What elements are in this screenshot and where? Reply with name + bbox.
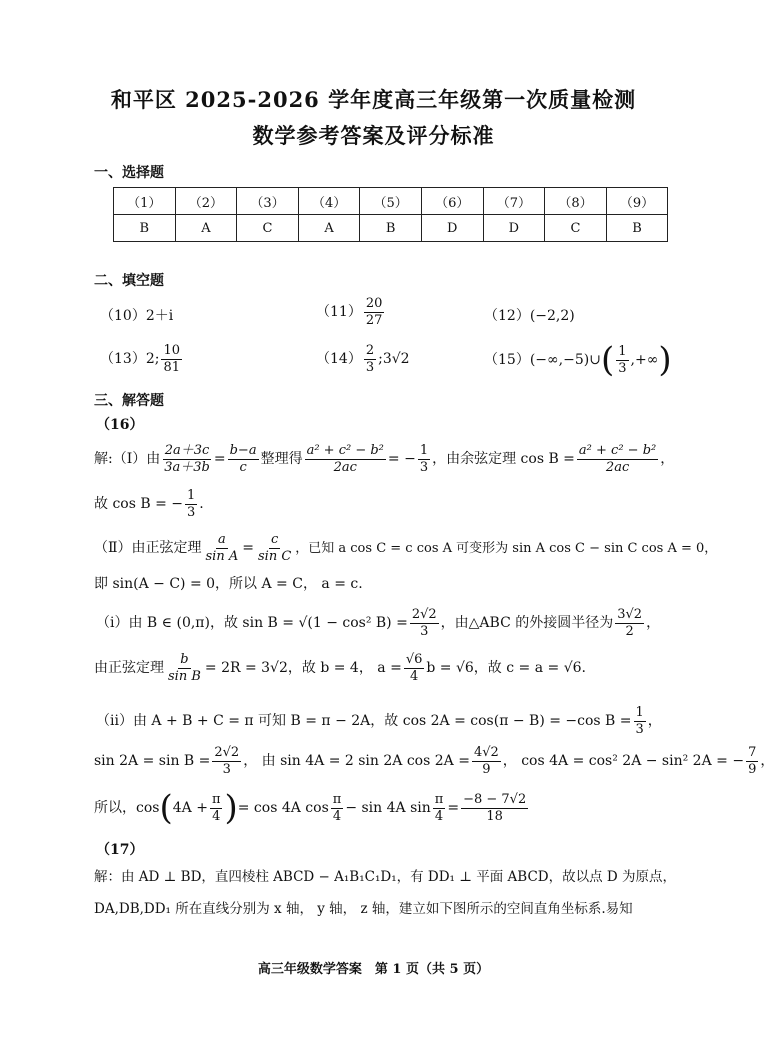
denominator: 9 [482,761,491,777]
question-number: （7） [483,188,545,215]
q14-label: （14） [316,351,362,368]
q10-label: （10） [100,308,146,324]
p16-line-3 [94,532,717,564]
text: 故 cos B = − [94,496,184,513]
numerator: a² + c² − b² [306,443,384,458]
q13-fraction [161,343,182,375]
fraction [166,652,203,684]
text: 即 sin(A − C) = 0，所以 A = C， a = c. [94,576,363,592]
numerator: 1 [635,705,644,720]
q11-fraction [364,296,385,328]
numerator: b [180,652,189,667]
denominator: 4 [434,808,444,824]
answer-q15 [484,340,672,380]
p16-line-6 [94,652,586,684]
q15-prefix: (−∞,−5)∪ [529,352,601,368]
text: 所以，cos [94,800,160,816]
text: （Ⅱ）由正弦定理 [94,540,202,557]
q15-numerator: 1 [618,343,627,359]
p16-line-9 [94,788,530,828]
right-paren: ) [224,788,238,828]
fraction [410,607,439,639]
page-subtitle: 数学参考答案及评分标准 [252,123,495,148]
text: ，由余弦定理 cos B = [432,451,575,468]
answer-q12 [484,305,575,325]
text: ， [646,615,661,632]
denominator: 4 [212,808,221,824]
text: = cos 4A cos [237,800,329,816]
section1-heading: 一、选择题 [94,165,164,181]
answer-cell: C [545,215,607,242]
numerator: −8 − 7√2 [463,791,527,807]
q13-label: （13） [100,351,146,368]
q12-value: (−2,2) [529,308,575,324]
numerator: a [218,532,226,547]
text: = [447,800,460,816]
question-number: （6） [421,188,483,215]
answer-cell: B [606,215,668,242]
q15-suffix: ,+∞ [630,352,659,368]
p17-line-1: 解：由 AD ⊥ BD，直四棱柱 ABCD − A₁B₁C₁D₁，有 DD₁ ⊥ 平面 ABCD，故以点 D 为原点， [94,869,677,885]
answer-q13 [100,343,184,375]
numerator: 2a＋3c [164,443,210,458]
text: （i）由 B ∈ (0,π)，故 sin B = √(1 − cos² B) = [96,615,408,632]
denominator: sin C [257,548,292,564]
problem17-label: （17） [96,842,144,858]
denominator: 2 [625,623,634,639]
question-number: （2） [175,188,237,215]
denominator: 18 [486,808,503,824]
numerator: π [434,791,444,807]
denominator: c [239,459,247,475]
text: = − [387,451,416,468]
q12-label: （12） [484,308,530,324]
fraction [577,443,658,475]
numerator: 4√2 [473,745,499,760]
q14-numerator: 2 [365,343,375,358]
answer-table-answer-row [114,215,668,242]
q13-prefix: 2; [145,351,160,368]
text: = 2R = 3√2，故 b = 4， a = [204,660,402,677]
right-paren: ) [658,340,672,380]
q15-fraction [616,344,628,376]
p16-line-7 [96,705,662,737]
text: sin 2A = sin B = [94,753,211,770]
question-number: （1） [114,188,176,215]
text: （ii）由 A + B + C = π 可知 B = π − 2A，故 cos 2A = cos(π − B) = −cos B = [96,713,632,730]
text: ， 由 sin 4A = 2 sin 2A cos 2A = [243,753,470,770]
text: ， [660,451,675,468]
text: = [242,540,254,557]
text: ， cos 4A = cos² 2A − sin² 2A = − [502,753,745,770]
numerator: 7 [748,745,757,760]
q15-label: （15） [484,352,530,368]
p16-line-2 [94,488,204,520]
left-paren: ( [600,340,615,380]
text: 解:（Ⅰ）由 [94,451,161,468]
denominator: 2ac [333,459,357,475]
denominator: 3a＋3b [164,459,210,475]
question-number: （4） [298,188,360,215]
fraction [210,792,223,824]
fraction [418,443,430,475]
denominator: 3 [419,459,429,475]
question-number: （5） [360,188,422,215]
left-paren: ( [159,788,173,828]
q10-value: 2＋i [145,308,174,324]
denominator: 4 [409,668,419,684]
numerator: 1 [419,443,429,458]
text: 整理得 [260,451,303,468]
p16-line-4 [94,573,363,593]
numerator: a² + c² − b² [578,443,657,458]
q14-denominator: 3 [365,359,375,375]
numerator: b−a [229,443,257,458]
p17-line-2: DA,DB,DD₁ 所在直线分别为 x 轴， y 轴， z 轴，建立如下图所示的空间直角坐标系.易知 [94,901,633,917]
q11-denominator: 27 [365,312,383,328]
fraction [331,792,344,824]
problem16-label: （16） [96,417,144,433]
answer-q14 [316,343,410,375]
text: ，由△ABC 的外接圆半径为 [440,615,614,632]
text: ，已知 a cos C = c cos A 可变形为 sin A cos C − sin C cos A = 0， [295,541,718,557]
numerator: 3√2 [617,607,643,622]
denominator: sin B [168,668,201,684]
fraction [204,532,241,564]
q13-numerator: 10 [163,343,180,358]
q11-label: （11） [316,304,362,321]
numerator: √6 [405,652,423,667]
fraction [634,705,646,737]
denominator: 4 [332,808,342,824]
answer-table-header-row [114,188,668,215]
page-footer: 高三年级数学答案 第 1 页（共 5 页） [257,962,490,977]
section2-heading: 二、填空题 [94,273,164,289]
fraction [433,792,446,824]
numerator: π [211,791,221,807]
answer-cell: C [237,215,299,242]
answer-table [113,187,668,242]
text: ， [647,713,662,730]
answer-cell: D [483,215,545,242]
fraction [746,745,758,777]
q11-numerator: 20 [365,296,383,311]
denominator: 2ac [605,459,630,475]
text: 由正弦定理 [94,660,164,677]
page-title: 和平区 2025-2026 学年度高三年级第一次质量检测 [110,87,637,112]
answer-cell: B [360,215,422,242]
p16-line-5 [96,607,660,639]
fraction [212,745,241,777]
fraction [461,792,528,824]
fraction [185,488,197,520]
fraction [162,443,212,475]
answer-cell: A [298,215,360,242]
section3-heading: 三、解答题 [94,393,164,409]
q13-denominator: 81 [163,359,180,375]
denominator: 3 [222,761,231,777]
fraction [472,745,501,777]
answer-q11 [316,296,386,328]
denominator: 3 [187,504,196,520]
text: ， [760,753,774,770]
q14-fraction [364,343,376,375]
numerator: 1 [187,488,196,503]
fraction [305,443,386,475]
denominator: 3 [635,721,644,737]
question-number: （9） [606,188,668,215]
answer-q10 [100,305,173,325]
fraction [404,652,425,684]
q15-denominator: 3 [618,360,627,376]
denominator: sin A [205,548,239,564]
numerator: π [332,791,342,807]
answer-cell: D [421,215,483,242]
numerator: 2√2 [411,607,437,622]
text: = [213,451,226,468]
text: b = √6，故 c = a = √6. [426,660,586,677]
numerator: 2√2 [214,745,240,760]
p16-line-1 [94,443,674,475]
question-number: （3） [237,188,299,215]
fraction [228,443,259,475]
fraction [256,532,293,564]
answer-cell: B [114,215,176,242]
answer-cell: A [175,215,237,242]
p16-line-8 [94,745,774,777]
text: . [199,496,204,513]
denominator: 9 [748,761,757,777]
q14-suffix: ;3√2 [378,351,410,368]
numerator: c [270,532,279,547]
text: − sin 4A sin [345,800,431,816]
text: 4A + [172,800,208,816]
denominator: 3 [420,623,429,639]
fraction [615,607,644,639]
question-number: （8） [545,188,607,215]
